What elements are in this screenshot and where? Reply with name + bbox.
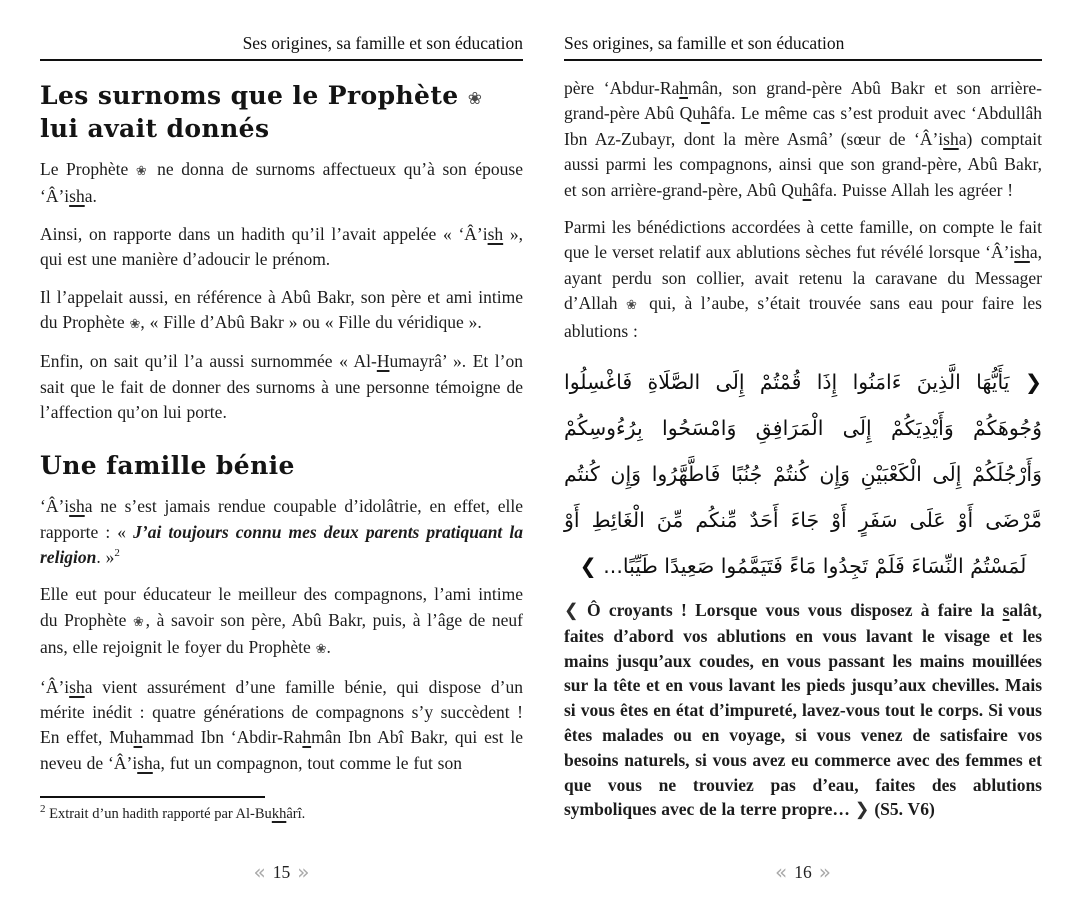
page-ornament-right-icon: »: [297, 860, 310, 884]
transliteration-underline: sh: [487, 223, 504, 244]
page-ornament-left-icon: «: [253, 860, 266, 884]
left-page: [40, 0, 523, 898]
paragraph-humayra: Enfin, on sait qu’il l’a aussi surnommée « Al-Humayrâ’ ». Et l’on sait que le fait de donner des surnoms à une personne témoigne de l’affection qu’on lui porte.: [40, 351, 524, 423]
heading-les-surnoms: Les surnoms que le Prophète ❀ lui avait donnés: [40, 81, 483, 143]
page-number-left: [40, 860, 523, 884]
paragraph-idolatrie: ‘Â’isha ne s’est jamais rendue coupable d’idolâtrie, en effet, elle rapporte : « J’ai toujours connu mes deux parents pratiquant la religion. »$^2$: [40, 496, 523, 567]
saw-calligraphy-icon: ❀: [129, 317, 141, 333]
page-ornament-right-icon: »: [818, 860, 831, 884]
paragraph-fille-abu-bakr: Il l’appelait aussi, en référence à Abû Bakr, son père et ami intime du Prophète ❀, « Fille d’Abû Bakr » ou « Fille du véridique ».: [40, 286, 523, 333]
transliteration-underline: h: [679, 78, 689, 98]
saw-calligraphy-icon: ❀: [626, 298, 641, 314]
saw-calligraphy-icon: ❀: [132, 614, 146, 630]
heading-une-famille-benie: Une famille bénie: [40, 450, 295, 480]
transliteration-underline: h: [701, 103, 710, 124]
transliteration-underline: sh: [69, 496, 85, 517]
page-number: 16: [794, 862, 812, 882]
transliteration-underline: sh: [69, 676, 85, 697]
right-page: [564, 0, 1042, 898]
verse-bracket-icon: ❮: [564, 601, 579, 622]
transliteration-underline: sh: [137, 752, 153, 773]
quran-verse-translation: ❮ Ô croyants ! Lorsque vous vous disposez à faire la salât, faites d’abord vos ablutions en vous lavant le visage et les mains jusqu’aux coudes, en vous passant les mains mouillées sur la tête et en vous lavant les pieds jusqu’aux chevilles. Mais si vous êtes en état d’impureté, lavez-vous tout le corps. Si vous êtes malades ou en voyage, si vous venez de satisfaire vos besoins naturels, si vous avez eu commerce avec des femmes et que vous ne trouviez pas d’eau, faites des ablutions symboliques avec de la terre propre… ❯ (S5. V6): [564, 600, 1042, 821]
paragraph-pere-lignee: père ‘Abdur-Rahmân, son grand-père Abû Bakr et son arrière-grand-père Abû Quhâfa. Le même cas s’est produit avec ‘Abdullâh Ibn Az-Zubayr, dont la mère Asmâ’ (sœur de ‘Â’isha) comptait aussi parmi les compagnons, ainsi que son grand-père, Abû Bakr, et son arrière-grand-père, Abû Quhâfa. Puisse Allah les agréer !: [564, 78, 1043, 200]
running-header: Ses origines, sa famille et son éducation: [564, 33, 1042, 61]
footnote-ref: 2: [40, 803, 46, 816]
footnote-block: [40, 796, 523, 825]
transliteration-underline: h: [133, 727, 143, 748]
transliteration-underline: sh: [943, 128, 959, 149]
saw-calligraphy-icon: ❀: [315, 642, 327, 658]
footnote-text: $^2$ Extrait d’un hadith rapporté par Al-Bukhârî.: [40, 803, 306, 823]
transliteration-underline: sh: [1014, 242, 1030, 263]
saw-calligraphy-icon: ❀: [135, 164, 150, 179]
quote-emphasis: J’ai toujours connu mes deux parents pratiquant la religion: [40, 521, 523, 567]
paragraph-epouse: Le Prophète ❀ ne donna de surnoms affectueux qu’à son épouse ‘Â’isha.: [40, 159, 523, 207]
verse-bracket-icon: ❯: [854, 800, 870, 821]
paragraph-generations: ‘Â’isha vient assurément d’une famille bénie, qui dispose d’un mérite inédit : quatre générations de compagnons s’y succèdent ! En effet, Muhammad Ibn ‘Abdir-Rahmân Ibn Abî Bakr, qui est le neveu de ‘Â’isha, fut un compagnon, tout comme le fut son: [40, 676, 523, 773]
transliteration-underline: h: [302, 727, 312, 748]
page-number-right: [564, 860, 1042, 884]
quran-verse-arabic: ❮ يَأَيُّهَا الَّذِينَ ءَامَنُوا إِذَا قُمْتُمْ إِلَى الصَّلَاةِ فَاغْسِلُوا وُجُوهَكُمْ وَأَيْدِيَكُمْ إِلَى الْمَرَافِقِ وَامْسَحُوا بِرُءُوسِكُمْ وَأَرْجُلَكُمْ إِلَى الْكَعْبَيْنِ وَإِن كُنتُمْ جُنُبًا فَاطَّهَّرُوا وَإِن كُنتُم مَّرْضَى أَوْ عَلَى سَفَرٍ أَوْ جَاءَ أَحَدٌ مِّنكُم مِّنَ الْغَائِطِ أَوْ لَمَسْتُمُ النِّسَاءَ فَلَمْ تَجِدُوا مَاءً فَتَيَمَّمُوا صَعِيدًا طَيِّبًا... ❯: [564, 370, 1042, 579]
transliteration-underline: H: [376, 351, 390, 372]
paragraph-aish: Ainsi, on rapporte dans un hadith qu’il l’avait appelée « ‘Â’ish », qui est une manière d’adoucir le prénom.: [40, 223, 523, 270]
transliteration-underline: h: [802, 179, 812, 200]
transliteration-underline: s: [1002, 600, 1010, 621]
transliteration-underline: sh: [69, 186, 85, 207]
saw-calligraphy-icon: ❀: [467, 89, 483, 109]
paragraph-educateur: Elle eut pour éducateur le meilleur des compagnons, l’ami intime du Prophète ❀, à savoir son père, Abû Bakr, puis, à l’âge de neuf ans, elle rejoignit le foyer du Prophète ❀.: [40, 584, 523, 658]
page-number: 15: [272, 862, 291, 882]
paragraph-benedictions: Parmi les bénédictions accordées à cette famille, on compte le fait que le verset relatif aux ablutions sèches fut révélé lorsque ‘Â’isha, ayant perdu son collier, avait retenu la caravane du Messager d’Allah ❀ qui, à l’aube, s’était trouvée sans eau pour faire les ablutions :: [564, 217, 1042, 341]
transliteration-underline: kh: [271, 806, 287, 823]
running-header: Ses origines, sa famille et son éducation: [40, 33, 523, 61]
page-ornament-left-icon: «: [775, 860, 788, 884]
footnote-ref: 2: [114, 547, 120, 560]
footnote-divider: [40, 796, 265, 798]
